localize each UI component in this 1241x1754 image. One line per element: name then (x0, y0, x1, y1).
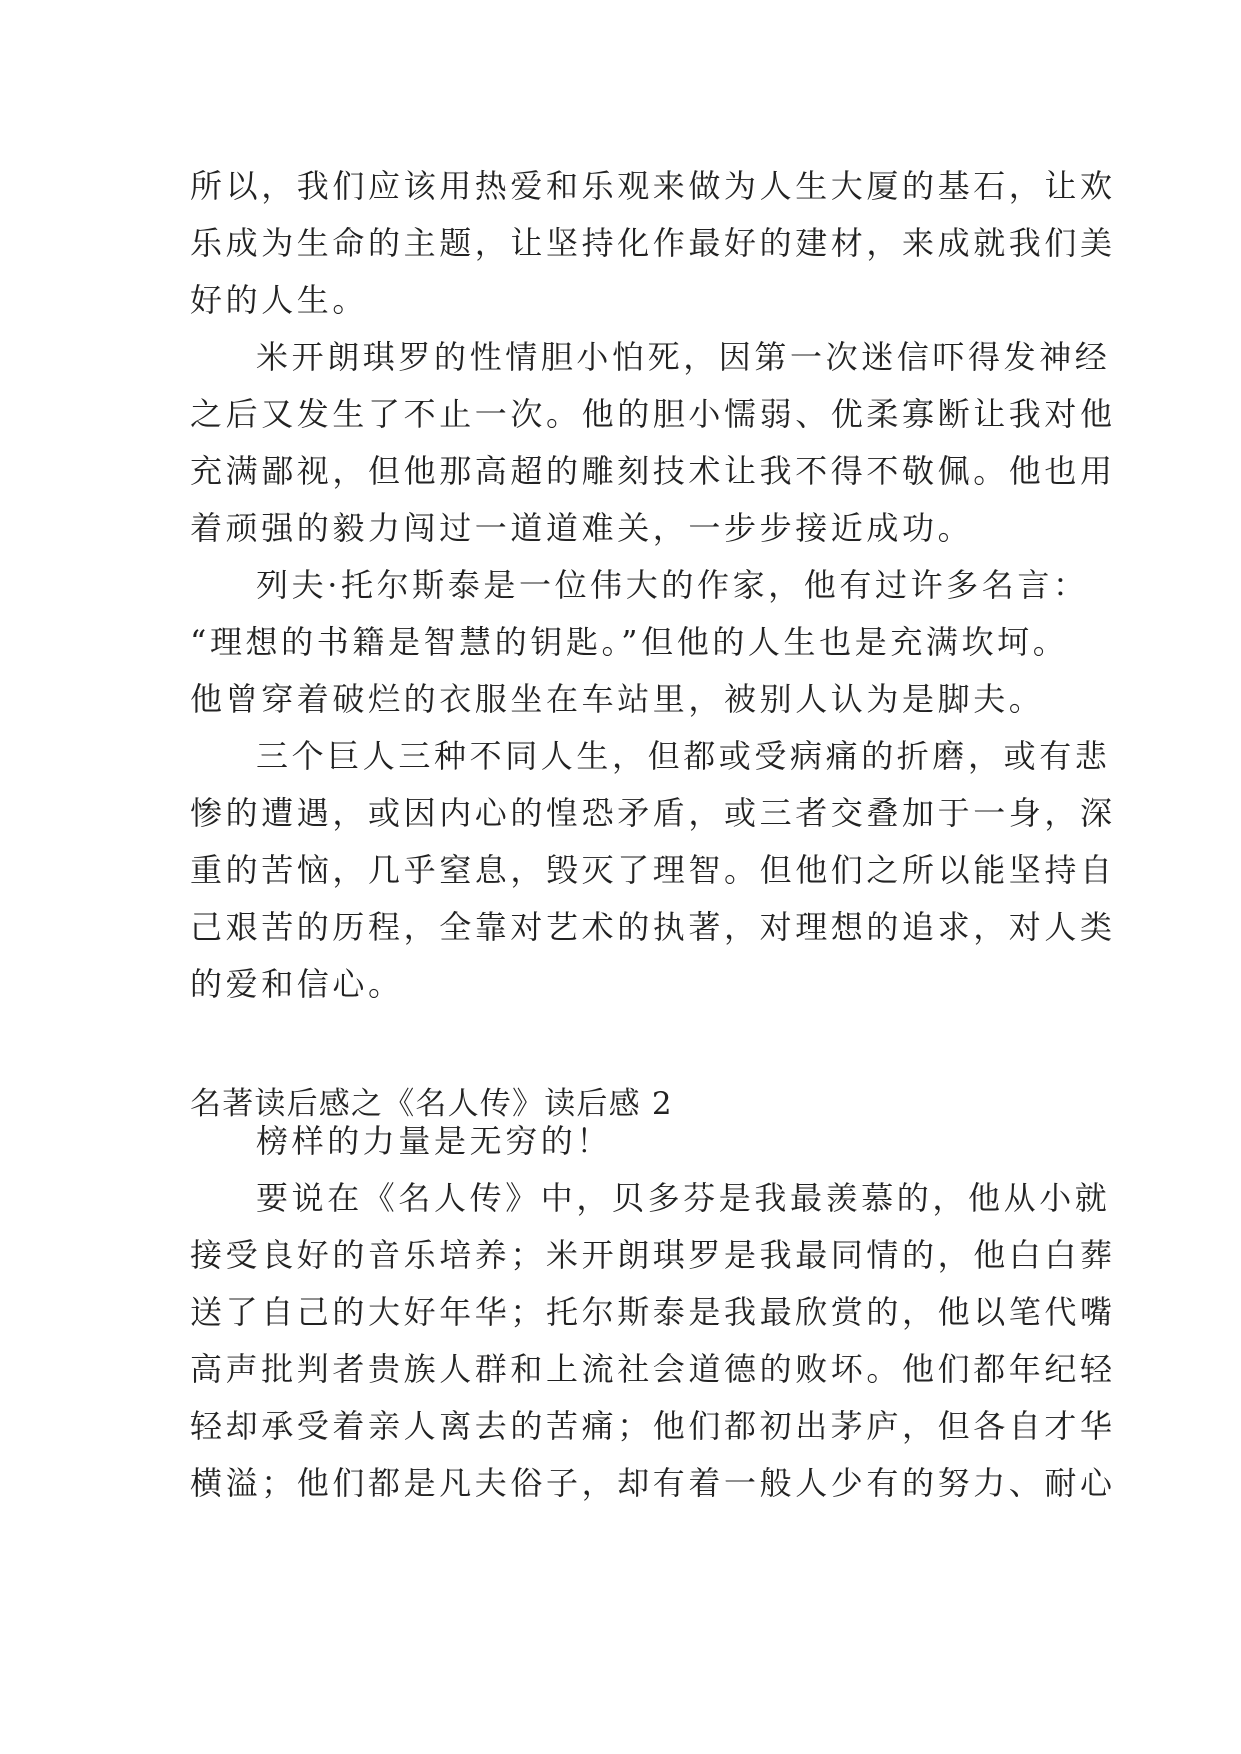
paragraph-start-line: 榜样的力量是无穷的！ (256, 1122, 613, 1160)
text-line: 高声批判者贵族人群和上流社会道德的败坏。他们都年纪轻 (190, 1350, 1116, 1388)
text-line: “理想的书籍是智慧的钥匙。”但他的人生也是充满坎坷。 (190, 623, 1069, 661)
text-line: 乐成为生命的主题，让坚持化作最好的建材，来成就我们美 (190, 224, 1116, 262)
text-line: 好的人生。 (190, 281, 369, 319)
text-line: 重的苦恼，几乎窒息，毁灭了理智。但他们之所以能坚持自 (190, 851, 1116, 889)
paragraph-start-line: 要说在《名人传》中，贝多芬是我最羡慕的，他从小就 (256, 1179, 1111, 1217)
text-line: 轻却承受着亲人离去的苦痛；他们都初出茅庐，但各自才华 (190, 1407, 1116, 1445)
text-line: 送了自己的大好年华；托尔斯泰是我最欣赏的，他以笔代嘴 (190, 1293, 1116, 1331)
text-line: 横溢；他们都是凡夫俗子，却有着一般人少有的努力、耐心 (190, 1464, 1116, 1502)
text-line: 接受良好的音乐培养；米开朗琪罗是我最同情的，他白白葬 (190, 1236, 1116, 1274)
essay-section-1 (190, 158, 1116, 1013)
paragraph-start-line: 三个巨人三种不同人生，但都或受病痛的折磨，或有悲 (256, 737, 1111, 775)
text-line: 充满鄙视，但他那高超的雕刻技术让我不得不敬佩。他也用 (190, 452, 1116, 490)
section-heading: 名著读后感之《名人传》读后感 2 (190, 1086, 673, 1122)
text-line: 他曾穿着破烂的衣服坐在车站里，被别人认为是脚夫。 (190, 680, 1045, 718)
text-line: 己艰苦的历程，全靠对艺术的执著，对理想的追求，对人类 (190, 908, 1116, 946)
text-line: 之后又发生了不止一次。他的胆小懦弱、优柔寡断让我对他 (190, 395, 1116, 433)
text-line: 的爱和信心。 (190, 965, 404, 1003)
paragraph-start-line: 列夫·托尔斯泰是一位伟大的作家，他有过许多名言： (256, 566, 1089, 604)
text-line: 着顽强的毅力闯过一道道难关，一步步接近成功。 (190, 509, 974, 547)
text-line: 惨的遭遇，或因内心的惶恐矛盾，或三者交叠加于一身，深 (190, 794, 1116, 832)
text-line: 所以，我们应该用热爱和乐观来做为人生大厦的基石，让欢 (190, 167, 1116, 205)
paragraph-start-line: 米开朗琪罗的性情胆小怕死，因第一次迷信吓得发神经 (256, 338, 1111, 376)
essay-section-2 (190, 1113, 1116, 1512)
